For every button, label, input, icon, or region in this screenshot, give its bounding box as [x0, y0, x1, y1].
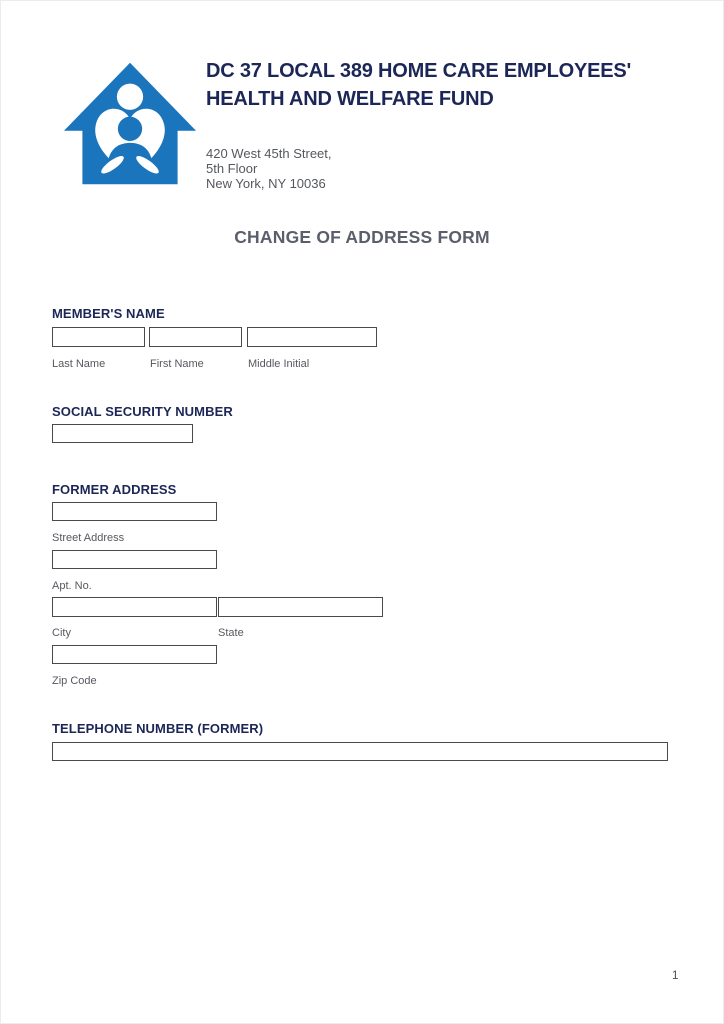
city-input[interactable] [52, 597, 217, 617]
org-title-line1: DC 37 LOCAL 389 HOME CARE EMPLOYEES' [206, 60, 632, 82]
ssn-input[interactable] [52, 424, 193, 443]
last-name-label: Last Name [52, 358, 106, 370]
page-number: 1 [672, 970, 679, 982]
last-name-input[interactable] [52, 327, 145, 347]
org-address-line3: New York, NY 10036 [206, 176, 326, 191]
state-label: State [218, 627, 244, 639]
member-name-heading: MEMBER'S NAME [52, 306, 165, 321]
form-title: CHANGE OF ADDRESS FORM [234, 227, 490, 247]
org-address [206, 146, 332, 191]
zip-code-label: Zip Code [52, 675, 97, 687]
apt-no-input[interactable] [52, 550, 217, 569]
telephone-heading: TELEPHONE NUMBER (FORMER) [52, 721, 264, 736]
first-name-label: First Name [150, 358, 204, 370]
zip-code-input[interactable] [52, 645, 217, 664]
org-title-line2: HEALTH AND WELFARE FUND [206, 88, 494, 110]
telephone-input[interactable] [52, 742, 668, 761]
middle-initial-label: Middle Initial [248, 358, 310, 370]
middle-initial-input[interactable] [247, 327, 377, 347]
ssn-heading: SOCIAL SECURITY NUMBER [52, 404, 233, 419]
street-address-label: Street Address [52, 532, 125, 544]
org-address-line1: 420 West 45th Street, [206, 146, 332, 161]
house-family-logo-icon [62, 58, 198, 188]
street-address-input[interactable] [52, 502, 217, 521]
org-title [206, 57, 686, 113]
apt-no-label: Apt. No. [52, 580, 92, 592]
city-label: City [52, 627, 71, 639]
org-address-line2: 5th Floor [206, 161, 258, 176]
state-input[interactable] [218, 597, 383, 617]
former-address-heading: FORMER ADDRESS [52, 482, 177, 497]
first-name-input[interactable] [149, 327, 242, 347]
